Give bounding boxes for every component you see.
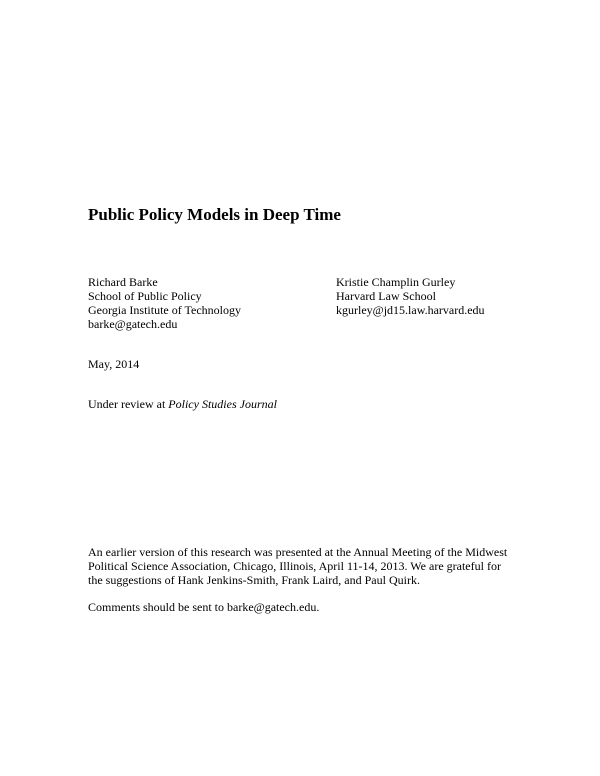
author-block-1 xyxy=(88,275,241,331)
author-block-2 xyxy=(336,275,485,317)
author-affiliation: School of Public Policy xyxy=(88,289,202,303)
author-name: Kristie Champlin Gurley xyxy=(336,275,456,289)
contact-line: Comments should be sent to barke@gatech.edu. xyxy=(88,600,320,614)
paper-date: May, 2014 xyxy=(88,357,140,371)
review-status xyxy=(88,397,277,412)
paper-title: Public Policy Models in Deep Time xyxy=(88,205,341,224)
review-prefix: Under review at xyxy=(88,397,169,411)
note-line: Political Science Association, Chicago, Illinois, April 11-14, 2013. We are grateful for xyxy=(88,559,501,573)
author-affiliation: Harvard Law School xyxy=(336,289,436,303)
author-email: barke@gatech.edu xyxy=(88,317,178,331)
author-email: kgurley@jd15.law.harvard.edu xyxy=(336,303,485,317)
note-line: the suggestions of Hank Jenkins-Smith, Frank Laird, and Paul Quirk. xyxy=(88,573,420,587)
author-name: Richard Barke xyxy=(88,275,158,289)
journal-name: Policy Studies Journal xyxy=(168,397,277,411)
author-affiliation: Georgia Institute of Technology xyxy=(88,303,242,317)
acknowledgement-note xyxy=(88,545,518,587)
note-line: An earlier version of this research was presented at the Annual Meeting of the Midwest xyxy=(88,545,508,559)
